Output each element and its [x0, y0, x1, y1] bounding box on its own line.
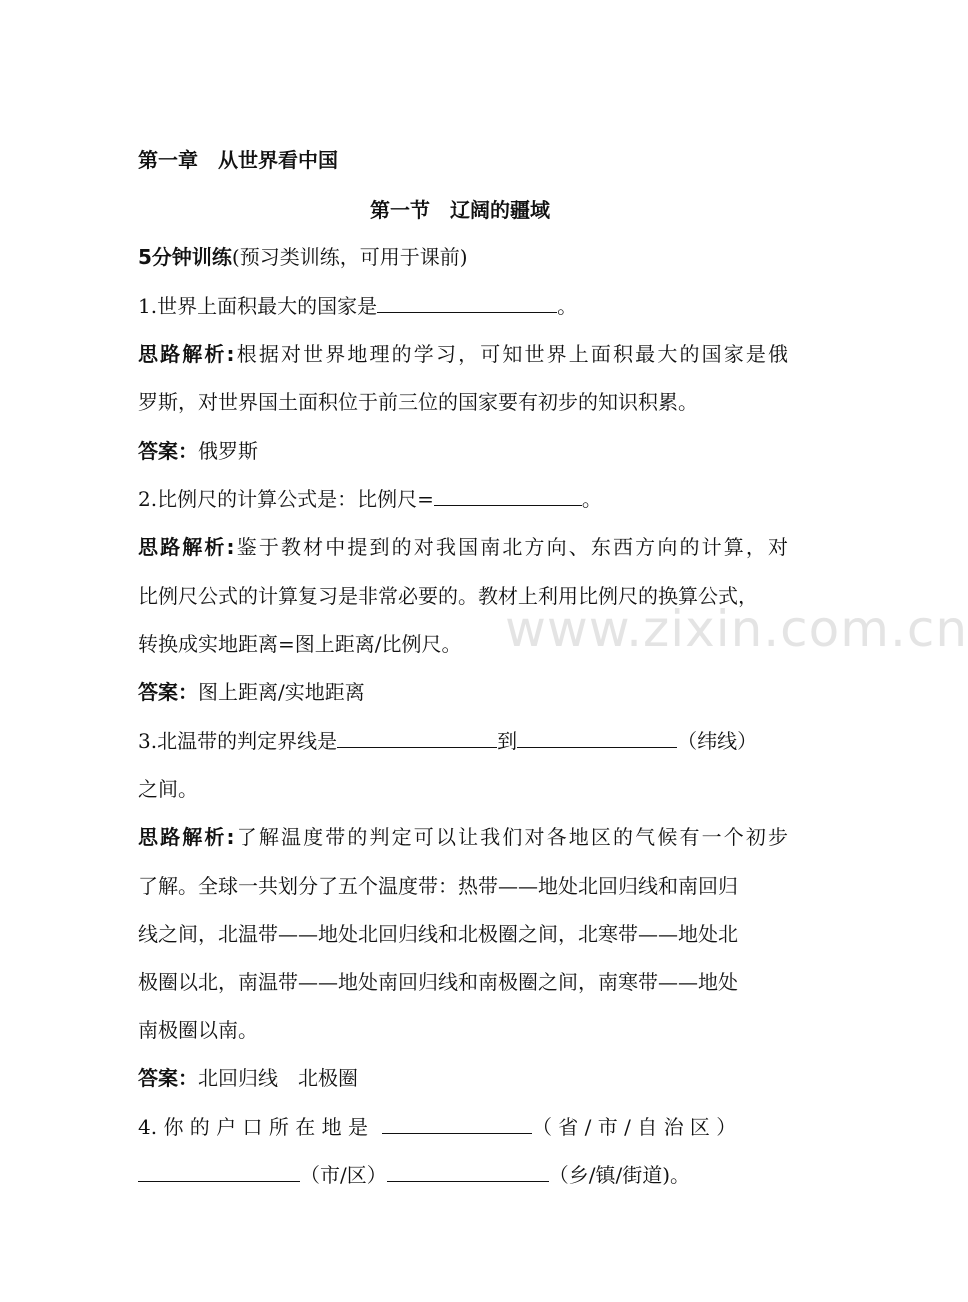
answer-label: 答案：	[138, 1066, 198, 1090]
question-4-part3: （乡/镇/街道)。	[548, 1163, 691, 1187]
section-title: 第一节 辽阔的疆域	[370, 198, 550, 222]
answer-blank-1	[382, 1113, 532, 1134]
q3-analysis-text-1: 了解温度带的判定可以让我们对各地区的气候有一个初步	[234, 825, 789, 849]
q1-answer-text: 俄罗斯	[198, 439, 258, 463]
answer-blank-1	[337, 727, 497, 748]
question-4	[138, 1113, 788, 1141]
q3-analysis-line-5: 南极圈以南。	[138, 1018, 258, 1042]
question-3-tail: （纬线）	[677, 729, 758, 753]
question-4-line-2	[138, 1161, 788, 1189]
q3-analysis-line-1	[138, 823, 788, 851]
question-2-text: 2.比例尺的计算公式是：比例尺=	[138, 487, 434, 511]
question-1	[138, 292, 788, 320]
q2-answer-text: 图上距离/实地距离	[198, 680, 365, 704]
q1-analysis-line-1	[138, 340, 788, 368]
question-2-tail: 。	[581, 487, 602, 511]
answer-blank	[434, 485, 582, 506]
q1-answer	[138, 437, 788, 465]
question-1-text: 1.世界上面积最大的国家是	[138, 294, 378, 318]
training-header	[138, 243, 788, 271]
question-4-part2: （市/区）	[300, 1163, 387, 1187]
training-note: (预习类训练，可用于课前)	[231, 245, 468, 269]
answer-blank-3	[387, 1161, 549, 1182]
answer-blank-2	[138, 1161, 300, 1182]
q2-analysis-line-1	[138, 533, 788, 561]
watermark: www.zixin.com.cn	[505, 600, 968, 658]
question-3-mid: 到	[497, 729, 518, 753]
q1-analysis-line-2: 罗斯，对世界国土面积位于前三位的国家要有初步的知识积累。	[138, 390, 698, 414]
q3-answer	[138, 1064, 788, 1092]
analysis-label: 思路解析:	[138, 342, 235, 366]
q3-analysis-line-2: 了解。全球一共划分了五个温度带：热带——地处北回归线和南回归	[138, 874, 738, 898]
q3-answer-text: 北回归线 北极圈	[198, 1066, 358, 1090]
q1-analysis-text-1: 根据对世界地理的学习，可知世界上面积最大的国家是俄	[234, 342, 789, 366]
analysis-label: 思路解析:	[138, 535, 235, 559]
q2-analysis-text-1: 鉴于教材中提到的对我国南北方向、东西方向的计算，对	[234, 535, 789, 559]
analysis-label: 思路解析:	[138, 825, 235, 849]
q2-analysis-line-3: 转换成实地距离=图上距离/比例尺。	[138, 632, 462, 656]
chapter-title: 第一章 从世界看中国	[138, 148, 338, 172]
answer-blank-2	[517, 727, 677, 748]
question-4-part1: （ 省 / 市 / 自 治 区 ）	[531, 1115, 737, 1139]
question-1-tail: 。	[557, 294, 578, 318]
answer-blank	[377, 292, 557, 313]
question-3-text: 3.北温带的判定界线是	[138, 729, 338, 753]
answer-label: 答案：	[138, 439, 198, 463]
q2-answer	[138, 678, 788, 706]
question-2	[138, 485, 788, 513]
q3-analysis-line-4: 极圈以北，南温带——地处南回归线和南极圈之间，南寒带——地处	[138, 970, 738, 994]
training-label: 5分钟训练	[138, 245, 232, 269]
answer-label: 答案：	[138, 680, 198, 704]
question-3	[138, 727, 788, 755]
q2-analysis-line-2: 比例尺公式的计算复习是非常必要的。教材上利用比例尺的换算公式，	[138, 584, 758, 608]
question-4-text: 4. 你 的 户 口 所 在 地 是	[138, 1115, 368, 1139]
q3-analysis-line-3: 线之间，北温带——地处北回归线和北极圈之间，北寒带——地处北	[138, 922, 738, 946]
question-3-line-2: 之间。	[138, 777, 198, 801]
